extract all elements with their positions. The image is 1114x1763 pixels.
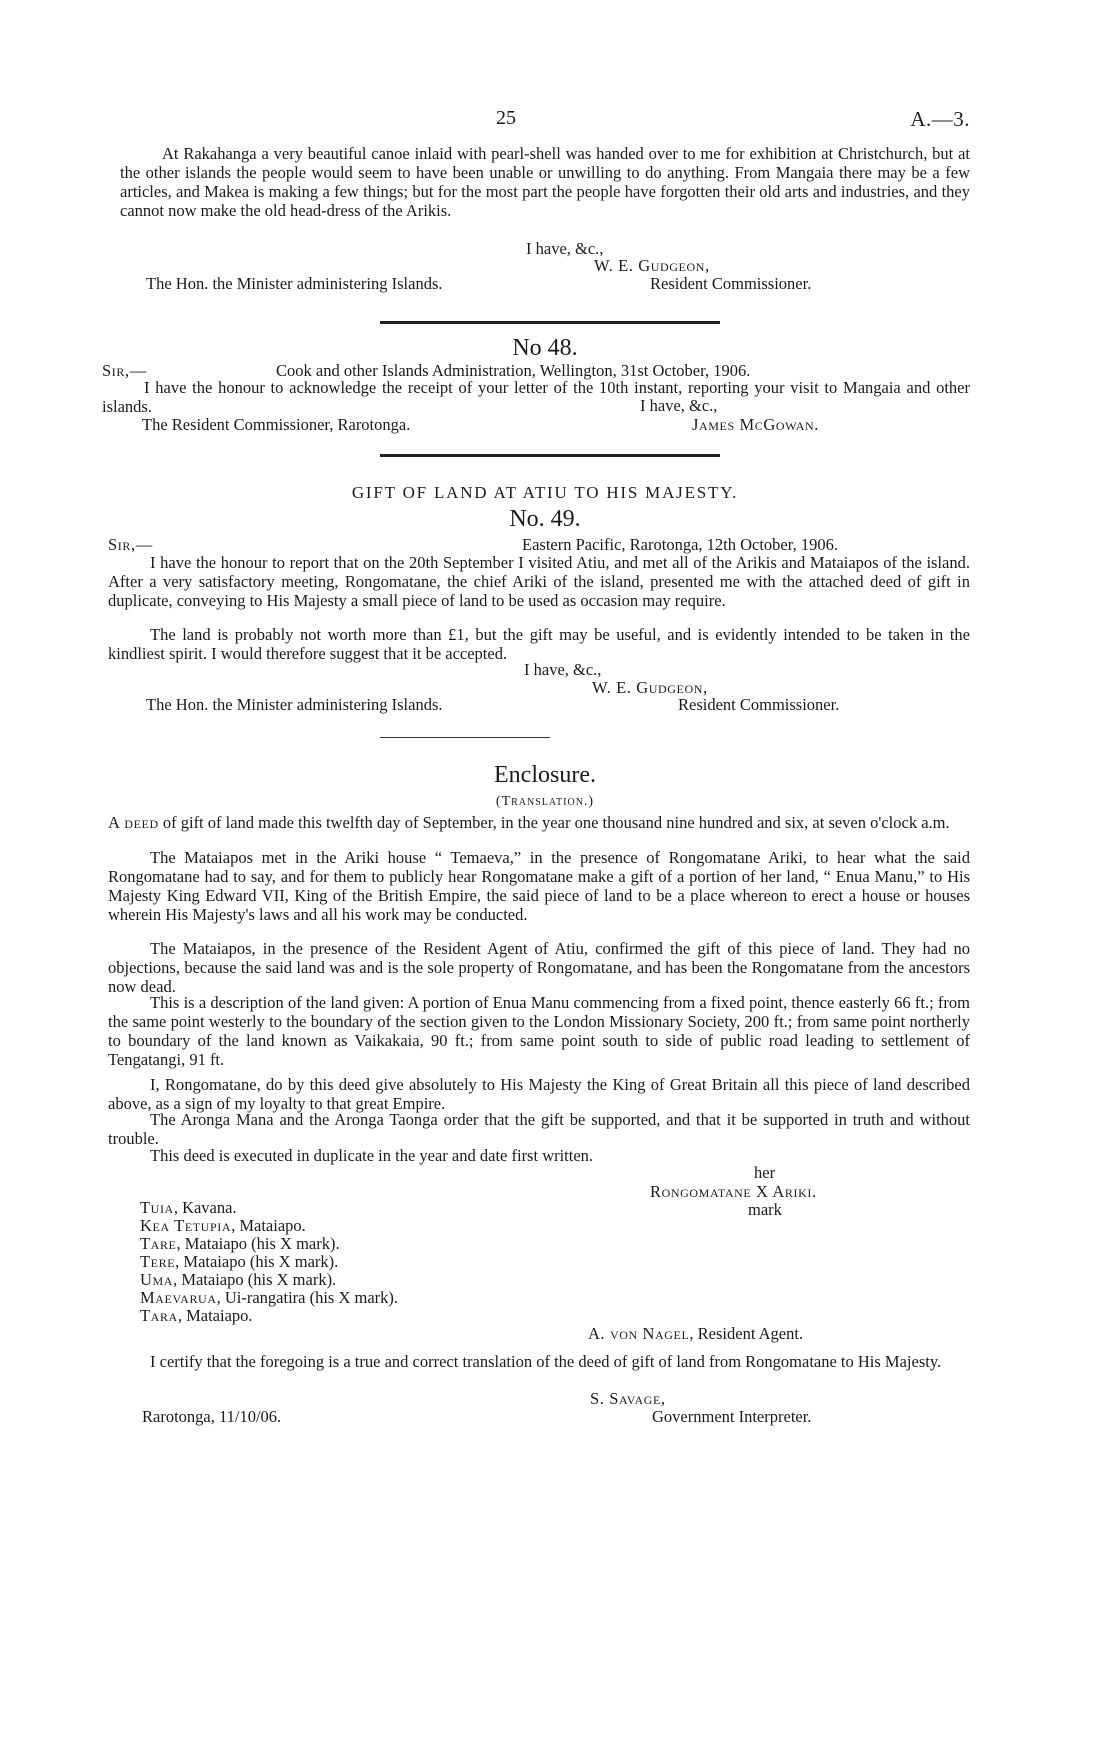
witness-name: Maevarua: [140, 1288, 217, 1307]
witness-name: Tara: [140, 1306, 178, 1325]
document-reference: A.—3.: [910, 107, 970, 131]
deed-paragraph: I, Rongomatane, do by this deed give absolutely to His Majesty the King of Great Britain all this piece of land described above, as a sign of my loyalty to that great Empire.: [108, 1075, 970, 1113]
witness-line: [140, 1288, 398, 1307]
closing: I have, &c.,: [526, 239, 604, 258]
section-divider: [380, 737, 550, 738]
witness-role: , Mataiapo (his X mark).: [173, 1270, 337, 1289]
section-title: GIFT OF LAND AT ATIU TO HIS MAJESTY.: [351, 483, 739, 502]
deed-paragraph: The Mataiapos, in the presence of the Resident Agent of Atiu, confirmed the gift of this piece of land. They had no objections, because the said land was and is the sole property of Rongomatane, and has been the Rongomatane from the ancestors now dead.: [108, 939, 970, 996]
witness-line: [140, 1198, 237, 1217]
witness-role: , Kavana.: [173, 1198, 237, 1217]
salutation: Sir,—: [108, 535, 153, 554]
deed-paragraph: The Mataiapos met in the Ariki house “ Temaeva,” in the presence of Rongomatane Ariki, to hear what the said Rongomatane had to say, and for them to publicly hear Rongomatane make a gift of a portion of her land, “ Enua Manu,” to His Majesty King Edward VII, King of the British Empire, the said piece of land to be a place whereon to erect a house or houses wherein His Majesty's laws and all his work may be conducted.: [108, 848, 970, 924]
deed-paragraph: [108, 813, 970, 832]
addressee: The Hon. the Minister administering Islands.: [146, 695, 443, 714]
translation-certificate: I certify that the foregoing is a true and correct translation of the deed of gift of land from Rongomatane to His Majesty.: [150, 1352, 942, 1371]
interpreter-name: S. Savage,: [590, 1389, 666, 1408]
witness-name: Tuia: [140, 1198, 174, 1217]
signatory-title: Resident Commissioner.: [650, 274, 812, 293]
mark-her: her: [754, 1163, 776, 1182]
witness-role: , Ui-rangatira (his X mark).: [216, 1288, 399, 1307]
enclosure-heading: Enclosure.: [494, 762, 596, 788]
signatory-title: Resident Commissioner.: [678, 695, 840, 714]
agent-name: Nagel: [642, 1324, 690, 1343]
letter-number: No 48.: [512, 335, 578, 361]
deed-paragraph: This is a description of the land given: A portion of Enua Manu commencing from a fixed point, thence easterly 66 ft.; from the same point westerly to the boundary of the section given to the London Missionary Society, 200 ft.; from same point northerly to boundary of the land known as Vaikakaia, 90 ft.; from same point south to side of public road leading to settlement of Tengatangi, 91 ft.: [108, 993, 970, 1069]
signature: James McGowan.: [692, 415, 819, 434]
enclosure-subheading: (Translation.): [495, 794, 595, 809]
witness-line: [140, 1216, 306, 1235]
agent-title: , Resident Agent.: [689, 1324, 804, 1343]
resident-agent: [588, 1324, 803, 1343]
witness-line: [140, 1306, 253, 1325]
witness-name: Kea Tetupia: [140, 1216, 232, 1235]
deed-lead: A deed: [108, 813, 159, 832]
witness-role: , Mataiapo (his X mark).: [175, 1252, 339, 1271]
witness-role: , Mataiapo (his X mark).: [176, 1234, 340, 1253]
page-header: [120, 107, 970, 137]
salutation: Sir,—: [102, 361, 147, 380]
witness-role: , Mataiapo.: [231, 1216, 306, 1235]
mark-name: Rongomatane X Ariki.: [650, 1182, 817, 1201]
deed-paragraph: This deed is executed in duplicate in the year and date first written.: [150, 1146, 594, 1165]
addressee: The Resident Commissioner, Rarotonga.: [142, 415, 411, 434]
witness-line: [140, 1234, 340, 1253]
deed-paragraph: The Aronga Mana and the Aronga Taonga order that the gift be supported, and that it be supported in truth and without trouble.: [108, 1110, 970, 1148]
letter-body: At Rakahanga a very beautiful canoe inlaid with pearl-shell was handed over to me for exhibition at Christchurch, but at the other islands the people would seem to have been unable or unwilling to do anything. From Mangaia there may be a few articles, and Makea is making a few things; but for the most part the people have forgotten their old arts and industries, and they cannot now make the old head-dress of the Arikis.: [120, 144, 970, 220]
mark-word: mark: [748, 1200, 782, 1219]
signature: W. E. Gudgeon,: [594, 256, 710, 275]
agent-prefix: A. von: [588, 1324, 643, 1343]
witness-name: Uma: [140, 1270, 174, 1289]
addressee: The Hon. the Minister administering Islands.: [146, 274, 443, 293]
letter-body: I have the honour to acknowledge the receipt of your letter of the 10th instant, reporting your visit to Mangaia and other islands.: [102, 378, 970, 416]
section-divider: [380, 454, 720, 457]
witness-line: [140, 1270, 336, 1289]
closing: I have, &c.,: [640, 396, 718, 415]
place-date: Rarotonga, 11/10/06.: [142, 1407, 282, 1426]
witness-role: , Mataiapo.: [177, 1306, 253, 1325]
closing: I have, &c.,: [524, 660, 602, 679]
letter-paragraph: The land is probably not worth more than £1, but the gift may be useful, and is evidently intended to be taken in the kindliest spirit. I would therefore suggest that it be accepted.: [108, 625, 970, 663]
letter-number: No. 49.: [509, 506, 581, 532]
place-date: Cook and other Islands Administration, Wellington, 31st October, 1906.: [276, 361, 751, 380]
letter-paragraph: I have the honour to report that on the 20th September I visited Atiu, and met all of the Arikis and Mataiapos of the island. After a very satisfactory meeting, Rongomatane, the chief Ariki of the island, presented me with the attached deed of gift in duplicate, conveying to His Majesty a small piece of land to be used as occasion may require.: [108, 553, 970, 610]
section-divider: [380, 321, 720, 324]
document-page: [102, 0, 970, 1763]
witness-name: Tare: [140, 1234, 177, 1253]
deed-text: of gift of land made this twelfth day of September, in the year one thousand nine hundred and six, at seven o'clock a.m.: [158, 813, 950, 832]
witness-line: [140, 1252, 338, 1271]
interpreter-title: Government Interpreter.: [652, 1407, 812, 1426]
place-date: Eastern Pacific, Rarotonga, 12th October, 1906.: [522, 535, 838, 554]
page-number: 25: [496, 107, 516, 129]
signature: W. E. Gudgeon,: [592, 678, 708, 697]
witness-name: Tere: [140, 1252, 176, 1271]
